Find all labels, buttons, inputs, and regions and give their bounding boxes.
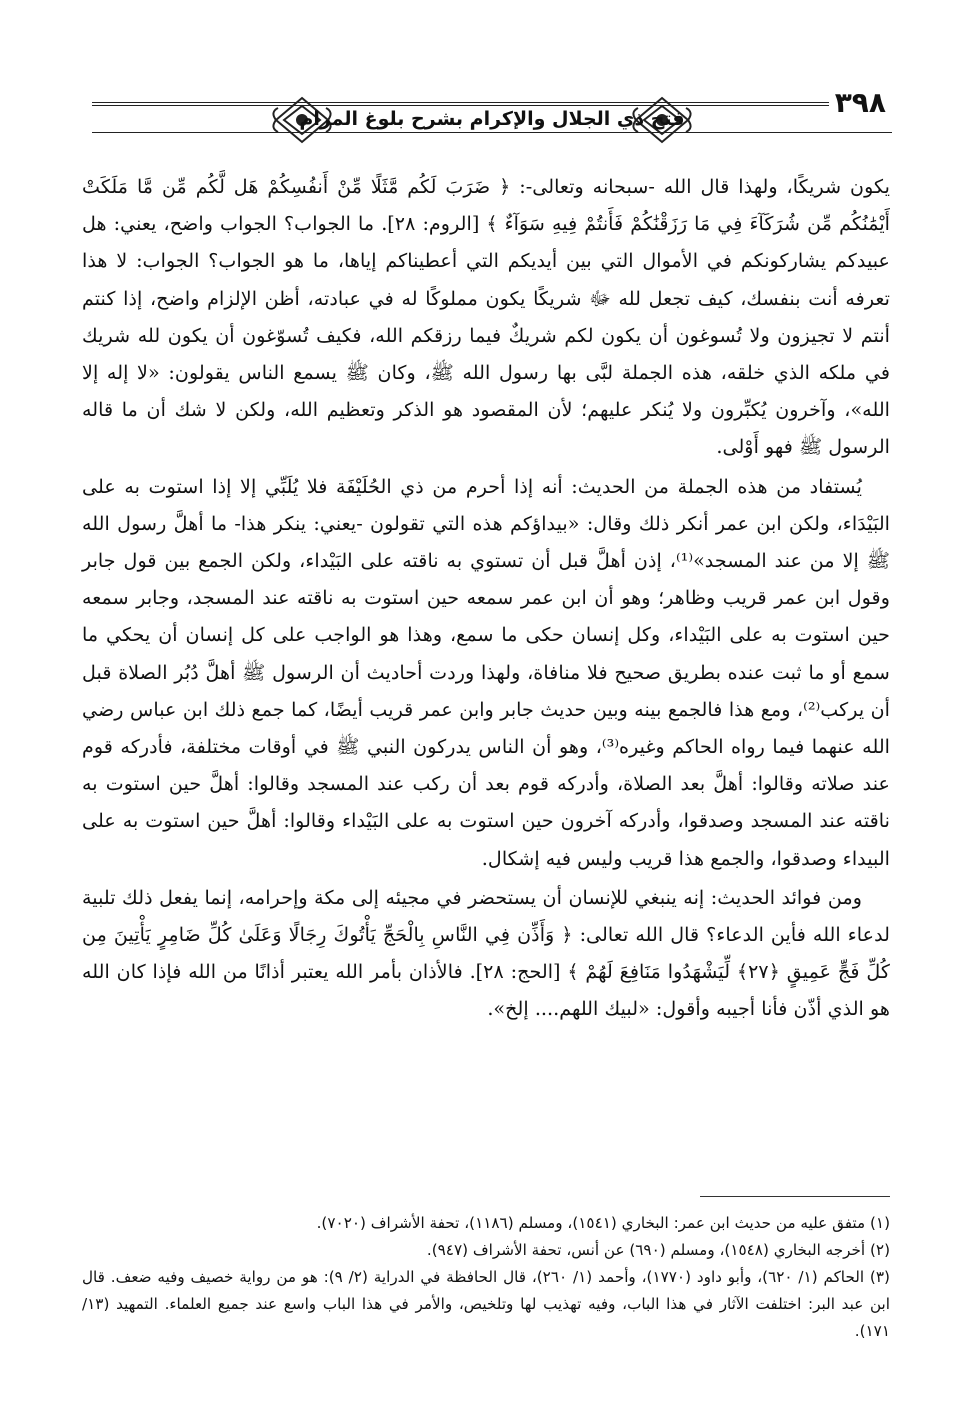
main-text bbox=[82, 168, 890, 1028]
footnote-divider bbox=[700, 1196, 890, 1197]
running-title: فتح ذي الجلال والإكرام بشرح بلوغ المرام bbox=[299, 108, 685, 130]
paragraph-2: يُستفاد من هذه الجملة من الحديث: أنه إذا أحرم من ذي الحُلَيْفَة فلا يُلَبِّي إلا إذا استوت به على البَيْدَاء، ولكن ابن عمر أنكر ذلك وقال: «بيداؤكم هذه التي تقولون -يعني: ينكر هذا- ما أهلَّ رسول الله ﷺ إلا من عند المسجد»⁽¹⁾، إذن أهلَّ قبل أن تستوي به ناقته على البَيْداء، ولكن الجمع بين قول جابر وقول ابن عمر قريب وظاهر؛ وهو أن ابن عمر سمعه حين استوت به ناقته عند المسجد، وجابر سمعه حين استوت به على البَيْداء، وكل إنسان حكى ما سمع، وهذا هو الواجب على كل إنسان أن يحكي ما سمع أو ما ثبت عنده بطريق صحيح فلا منافاة، ولهذا وردت أحاديث أن الرسول ﷺ أهلَّ دُبُر الصلاة قبل أن يركب⁽²⁾، ومع هذا فالجمع بينه وبين حديث جابر وابن عمر قريب أيضًا، كما جمع ذلك ابن عباس رضي الله عنهما فيما رواه الحاكم وغيره⁽³⁾، وهو أن الناس يدركون النبي ﷺ في أوقات مختلفة، فأدركه قوم عند صلاته وقالوا: أهلَّ بعد الصلاة، وأدركه قوم بعد أن ركب عند المسجد وقالوا: أهلَّ حين استوت به ناقته عند المسجد وصدقوا، وأدركه آخرون حين استوت به على البَيْداء وقالوا: أهلَّ حين استوت به على البيداء وصدقوا، والجمع هذا قريب وليس فيه إشكال. bbox=[82, 474, 890, 870]
header-double-rule bbox=[92, 102, 892, 106]
footnote-1: (١) متفق عليه من حديث ابن عمر: البخاري (١٥٤١)، ومسلم (١١٨٦)، تحفة الأشراف (٧٠٢٠). bbox=[316, 1214, 890, 1232]
footnote-2: (٢) أخرجه البخاري (١٥٤٨)، ومسلم (٦٩٠) عن أنس، تحفة الأشراف (٩٤٧). bbox=[426, 1241, 890, 1259]
paragraph-3: ومن فوائد الحديث: إنه ينبغي للإنسان أن يستحضر في مجيئه إلى مكة وإحرامه، إنما يفعل ذلك تلبية لدعاء الله فأين الدعاء؟ قال الله تعالى: ﴿ وَأَذِّن فِي النَّاسِ بِالْحَجِّ يَأْتُوكَ رِجَالًا وَعَلَىٰ كُلِّ ضَامِرٍ يَأْتِينَ مِن كُلِّ فَجٍّ عَمِيقٍ ﴿٢٧﴾ لِّيَشْهَدُوا مَنَافِعَ لَهُمْ ﴾ [الحج: ٢٨]. فالأذان بأمر الله يعتبر أذانًا من الله فإذا كان الله هو الذي أذّن فأنا أجيبه وأقول: «لبيك اللهم.... إلخ». bbox=[82, 885, 890, 1021]
page-header bbox=[92, 86, 892, 150]
footnotes bbox=[82, 1210, 890, 1345]
page-number: ٣٩٨ bbox=[829, 86, 892, 119]
paragraph-1: يكون شريكًا، ولهذا قال الله -سبحانه وتعالى-: ﴿ ضَرَبَ لَكُم مَّثَلًا مِّنْ أَنفُسِكُمْ هَل لَّكُم مِّن مَّا مَلَكَتْ أَيْمَٰنُكُم مِّن شُرَكَآءَ فِي مَا رَزَقْنَٰكُمْ فَأَنتُمْ فِيهِ سَوَآءٌ ﴾ [الروم: ٢٨]. ما الجواب؟ الجواب واضح، يعني: هل عبيدكم يشاركونكم في الأموال التي بين أيديكم التي أعطيناكم إياها، ما هو الجواب؟ الجواب: لا هذا تعرفه أنت بنفسك، كيف تجعل لله ﷻ شريكًا يكون مملوكًا له في عبادته، أظن الإلزام واضح، إذا كنتم أنتم لا تجيزون ولا تُسوغون أن يكون لكم شريكٌ فيما رزقكم الله، فكيف تُسوّغون أن يكون لله شريك في ملكه الذي خلقه، هذه الجملة لبَّى بها رسول الله ﷺ، وكان ﷺ يسمع الناس يقولون: «لا إله إلا الله»، وآخرون يُكبِّرون ولا يُنكر عليهم؛ لأن المقصود هو الذكر وتعظيم الله، ولكن لا شك أن ما قاله الرسول ﷺ فهو أَوْلى. bbox=[82, 175, 891, 459]
header-rule bbox=[92, 132, 892, 133]
footnote-3: (٣) الحاكم (١/ ٦٢٠)، وأبو داود (١٧٧٠)، وأحمد (١/ ٢٦٠)، قال الحافظة في الدراية (٢/ ٩): هو من رواية خصيف وفيه ضعف. قال ابن عبد البر: اختلفت الآثار في هذا الباب، وفيه تهذيب لها وتلخيص، والأمر في هذا الباب واسع عند جميع العلماء. التمهيد (١٣/ ١٧١). bbox=[82, 1268, 890, 1340]
